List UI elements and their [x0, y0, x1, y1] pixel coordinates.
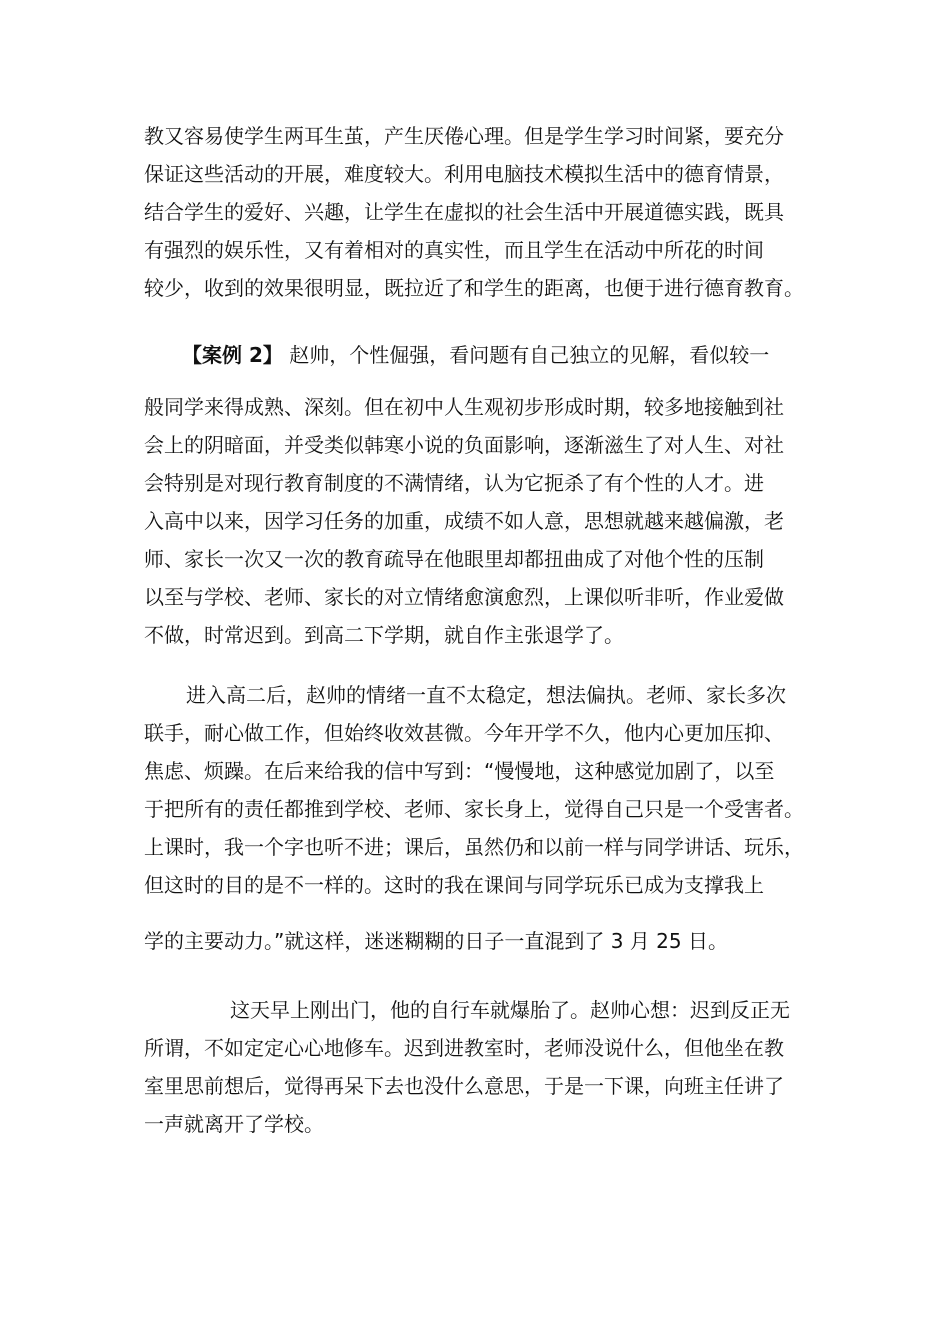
paragraph-line: 会上的阴暗面，并受类似韩寒小说的负面影响，逐渐滋生了对人生、对社 [144, 433, 784, 457]
paragraph-line: 不做，时常迟到。到高二下学期，就自作主张退学了。 [144, 623, 624, 647]
paragraph-line: 入高中以来，因学习任务的加重，成绩不如人意，思想就越来越偏激，老 [144, 509, 784, 533]
paragraph-line: 较少，收到的效果很明显，既拉近了和学生的距离，也便于进行德育教育。 [144, 276, 804, 300]
paragraph-line: 师、家长一次又一次的教育疏导在他眼里却都扭曲成了对他个性的压制 [144, 547, 764, 571]
paragraph-line: 以至与学校、老师、家长的对立情绪愈演愈烈，上课似听非听，作业爱做 [144, 585, 784, 609]
paragraph-line: 学的主要动力。”就这样，迷迷糊糊的日子一直混到了 3 月 25 日。 [144, 929, 728, 953]
case-first-line [182, 341, 769, 369]
paragraph-line: 一声就离开了学校。 [144, 1112, 324, 1136]
case-first-line-text: 赵帅，个性倔强，看问题有自己独立的见解，看似较一 [282, 343, 770, 367]
paragraph-line: 焦虑、烦躁。在后来给我的信中写到：“慢慢地，这种感觉加剧了，以至 [144, 759, 775, 783]
paragraph-line: 室里思前想后，觉得再呆下去也没什么意思，于是一下课，向班主任讲了 [144, 1074, 784, 1098]
paragraph-line: 上课时，我一个字也听不进；课后，虽然仍和以前一样与同学讲话、玩乐， [144, 835, 804, 859]
paragraph-line: 进入高二后，赵帅的情绪一直不太稳定，想法偏执。老师、家长多次 [186, 683, 786, 707]
paragraph-line: 结合学生的爱好、兴趣，让学生在虚拟的社会生活中开展道德实践，既具 [144, 200, 784, 224]
paragraph-line: 所谓，不如定定心心地修车。迟到进教室时，老师没说什么，但他坐在教 [144, 1036, 784, 1060]
paragraph-line: 有强烈的娱乐性，又有着相对的真实性，而且学生在活动中所花的时间 [144, 238, 764, 262]
paragraph-line: 教又容易使学生两耳生茧，产生厌倦心理。但是学生学习时间紧，要充分 [144, 124, 784, 148]
paragraph-line: 联手，耐心做工作，但始终收效甚微。今年开学不久，他内心更加压抑、 [144, 721, 784, 745]
paragraph-line: 般同学来得成熟、深刻。但在初中人生观初步形成时期，较多地接触到社 [144, 395, 784, 419]
case-label: 【案例 2】 [182, 343, 283, 367]
paragraph-line: 但这时的目的是不一样的。这时的我在课间与同学玩乐已成为支撑我上 [144, 873, 764, 897]
paragraph-line: 保证这些活动的开展，难度较大。利用电脑技术模拟生活中的德育情景， [144, 162, 784, 186]
paragraph-line: 会特别是对现行教育制度的不满情绪，认为它扼杀了有个性的人才。进 [144, 471, 764, 495]
paragraph-line: 于把所有的责任都推到学校、老师、家长身上，觉得自己只是一个受害者。 [144, 797, 804, 821]
paragraph-line: 这天早上刚出门，他的自行车就爆胎了。赵帅心想：迟到反正无 [230, 998, 790, 1022]
